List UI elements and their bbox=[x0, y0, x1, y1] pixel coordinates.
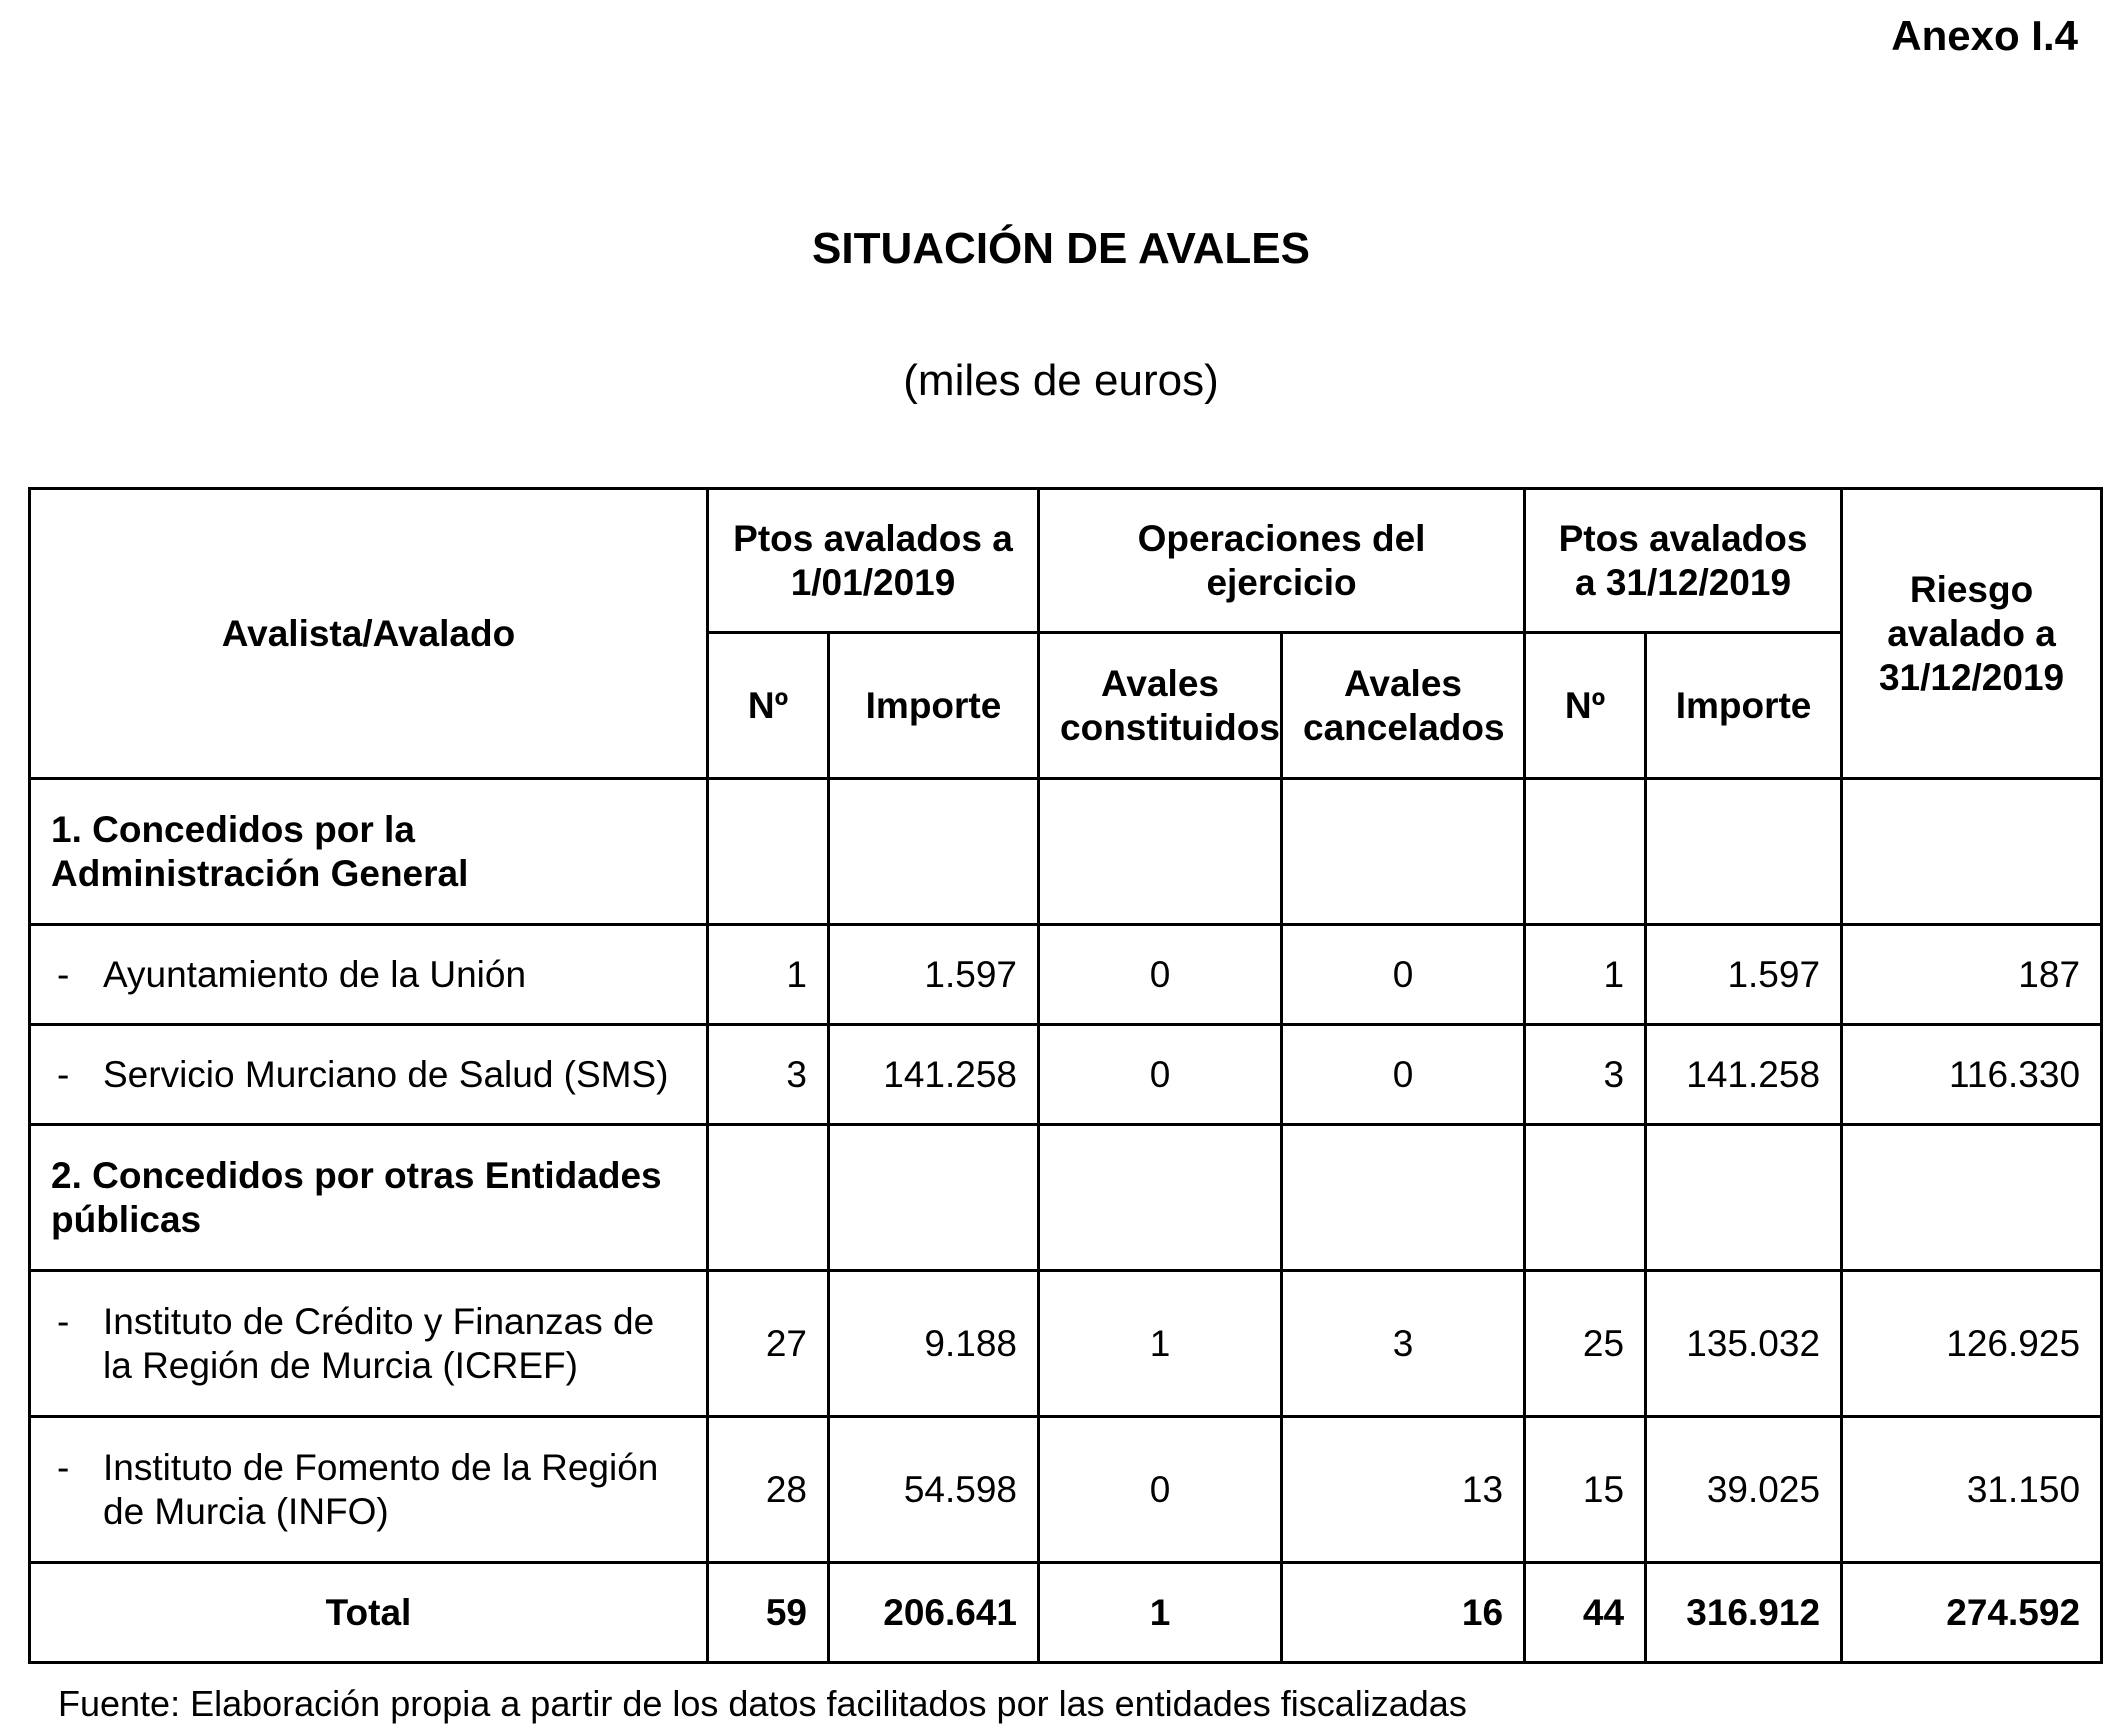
entity-cell bbox=[30, 925, 708, 1025]
riesgo-cell: 116.330 bbox=[1842, 1025, 2102, 1125]
header-n-fin: Nº bbox=[1525, 633, 1646, 779]
entity-cell bbox=[30, 1271, 708, 1417]
section-row bbox=[30, 779, 2102, 925]
importe-fin-cell: 1.597 bbox=[1646, 925, 1842, 1025]
entity-name: Ayuntamiento de la Unión bbox=[103, 953, 527, 995]
table-row bbox=[30, 1417, 2102, 1563]
page-title: SITUACIÓN DE AVALES bbox=[812, 224, 1310, 273]
entity-name: Instituto de Crédito y Finanzas de la Región de Murcia (ICREF) bbox=[103, 1300, 655, 1386]
header-row-groups bbox=[30, 489, 2102, 633]
header-riesgo: Riesgo avalado a 31/12/2019 bbox=[1842, 489, 2102, 779]
section-title: 1. Concedidos por la Administración General bbox=[30, 779, 708, 925]
riesgo-cell: 187 bbox=[1842, 925, 2102, 1025]
n-fin-cell: 25 bbox=[1525, 1271, 1646, 1417]
cancelados-cell: 13 bbox=[1282, 1417, 1525, 1563]
header-avalista: Avalista/Avalado bbox=[30, 489, 708, 779]
annex-label: Anexo I.4 bbox=[1891, 12, 2078, 59]
entity-cell bbox=[30, 1417, 708, 1563]
constituidos-cell: 0 bbox=[1039, 1025, 1282, 1125]
page-subtitle: (miles de euros) bbox=[903, 356, 1219, 405]
total-constituidos: 1 bbox=[1039, 1563, 1282, 1663]
total-row bbox=[30, 1563, 2102, 1663]
header-constituidos: Avales constituidos bbox=[1039, 633, 1282, 779]
list-dash: - bbox=[57, 1053, 70, 1095]
n-inicio-cell: 28 bbox=[708, 1417, 829, 1563]
importe-inicio-cell: 9.188 bbox=[829, 1271, 1039, 1417]
avales-table bbox=[28, 487, 2103, 1664]
cancelados-cell: 3 bbox=[1282, 1271, 1525, 1417]
table-row bbox=[30, 925, 2102, 1025]
total-importe-fin: 316.912 bbox=[1646, 1563, 1842, 1663]
list-dash: - bbox=[57, 1300, 70, 1342]
n-inicio-cell: 27 bbox=[708, 1271, 829, 1417]
cancelados-cell: 0 bbox=[1282, 925, 1525, 1025]
source-note: Fuente: Elaboración propia a partir de los datos facilitados por las entidades fiscalizadas bbox=[58, 1683, 1467, 1724]
n-fin-cell: 15 bbox=[1525, 1417, 1646, 1563]
importe-fin-cell: 135.032 bbox=[1646, 1271, 1842, 1417]
total-riesgo: 274.592 bbox=[1842, 1563, 2102, 1663]
importe-fin-cell: 141.258 bbox=[1646, 1025, 1842, 1125]
list-dash: - bbox=[57, 953, 70, 995]
importe-fin-cell: 39.025 bbox=[1646, 1417, 1842, 1563]
importe-inicio-cell: 1.597 bbox=[829, 925, 1039, 1025]
n-fin-cell: 3 bbox=[1525, 1025, 1646, 1125]
total-n-inicio: 59 bbox=[708, 1563, 829, 1663]
entity-name: Instituto de Fomento de la Región de Murcia (INFO) bbox=[103, 1446, 659, 1532]
section-row bbox=[30, 1125, 2102, 1271]
riesgo-cell: 31.150 bbox=[1842, 1417, 2102, 1563]
cancelados-cell: 0 bbox=[1282, 1025, 1525, 1125]
header-group-inicio: Ptos avalados a 1/01/2019 bbox=[708, 489, 1039, 633]
constituidos-cell: 0 bbox=[1039, 925, 1282, 1025]
section-title: 2. Concedidos por otras Entidades públicas bbox=[30, 1125, 708, 1271]
total-n-fin: 44 bbox=[1525, 1563, 1646, 1663]
entity-cell bbox=[30, 1025, 708, 1125]
header-importe-inicio: Importe bbox=[829, 633, 1039, 779]
header-importe-fin: Importe bbox=[1646, 633, 1842, 779]
table-row bbox=[30, 1271, 2102, 1417]
header-group-fin: Ptos avalados a 31/12/2019 bbox=[1525, 489, 1842, 633]
riesgo-cell: 126.925 bbox=[1842, 1271, 2102, 1417]
total-cancelados: 16 bbox=[1282, 1563, 1525, 1663]
n-fin-cell: 1 bbox=[1525, 925, 1646, 1025]
constituidos-cell: 0 bbox=[1039, 1417, 1282, 1563]
header-n-inicio: Nº bbox=[708, 633, 829, 779]
table-row bbox=[30, 1025, 2102, 1125]
importe-inicio-cell: 54.598 bbox=[829, 1417, 1039, 1563]
n-inicio-cell: 1 bbox=[708, 925, 829, 1025]
total-importe-inicio: 206.641 bbox=[829, 1563, 1039, 1663]
constituidos-cell: 1 bbox=[1039, 1271, 1282, 1417]
total-label: Total bbox=[30, 1563, 708, 1663]
n-inicio-cell: 3 bbox=[708, 1025, 829, 1125]
importe-inicio-cell: 141.258 bbox=[829, 1025, 1039, 1125]
header-group-operaciones: Operaciones del ejercicio bbox=[1039, 489, 1525, 633]
list-dash: - bbox=[57, 1446, 70, 1488]
entity-name: Servicio Murciano de Salud (SMS) bbox=[103, 1053, 669, 1095]
header-cancelados: Avales cancelados bbox=[1282, 633, 1525, 779]
